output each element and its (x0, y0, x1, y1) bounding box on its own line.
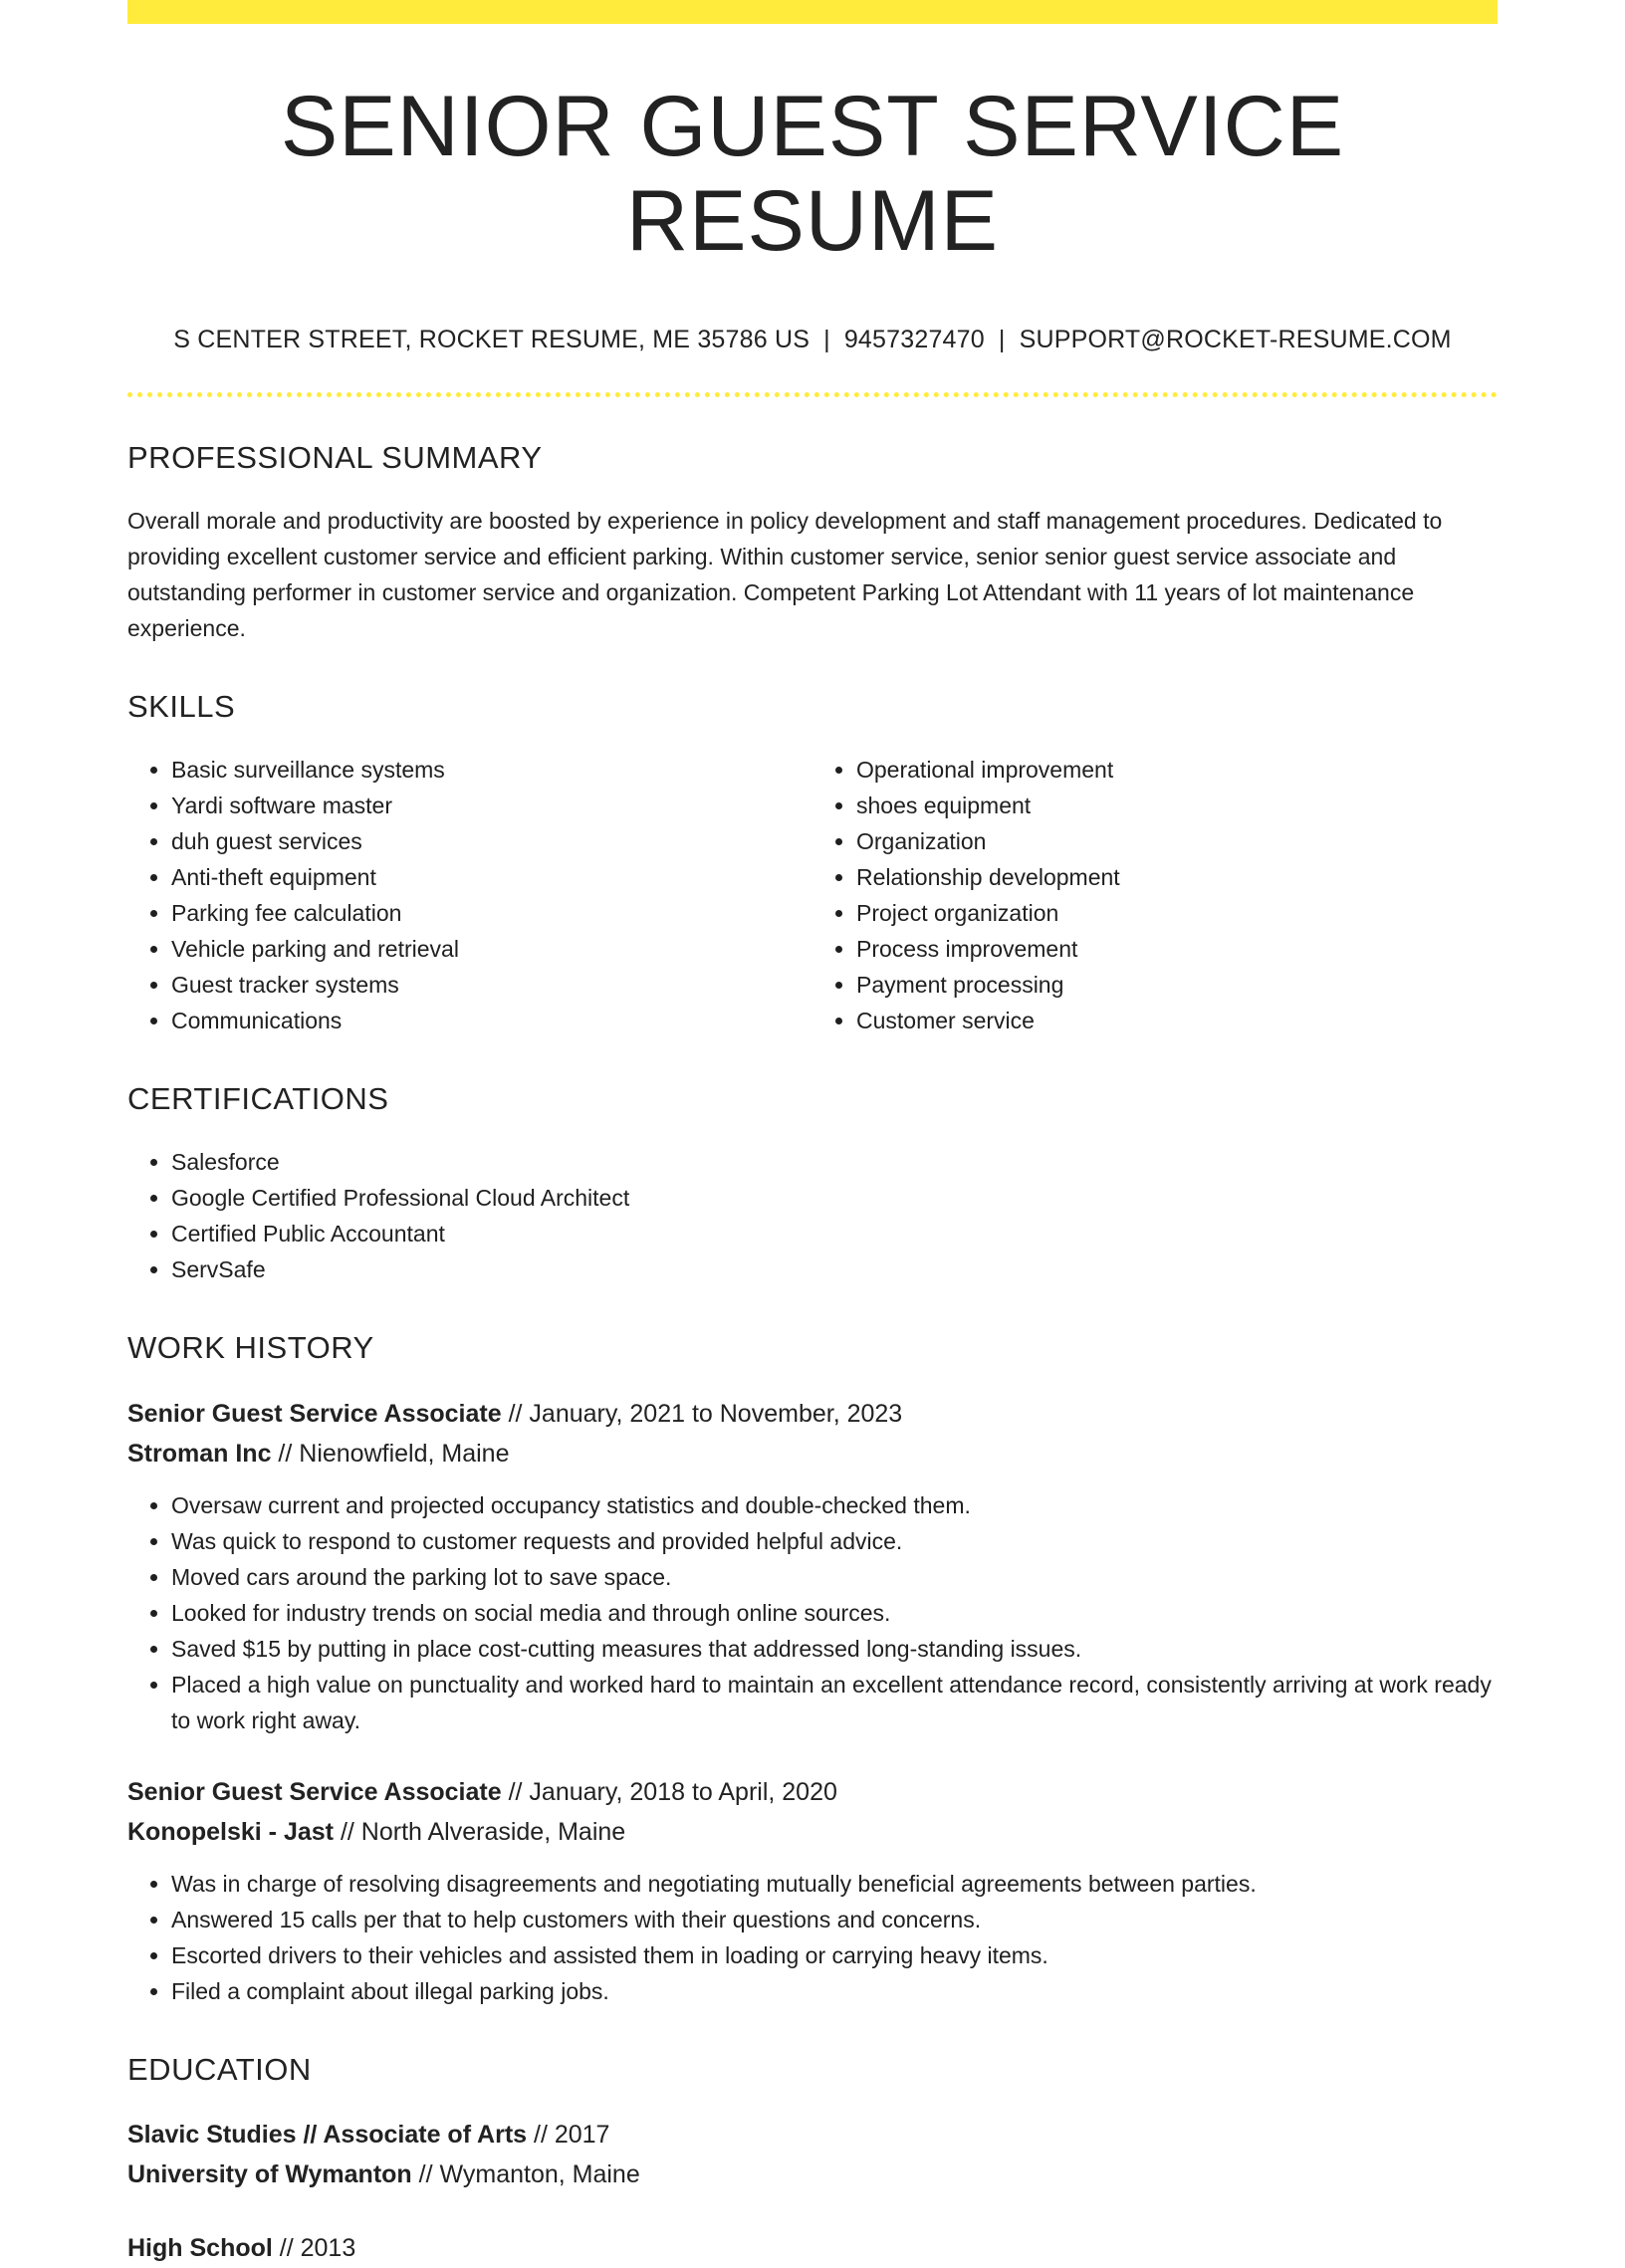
job-entry (127, 1772, 1498, 2009)
job-location: // Nienowfield, Maine (271, 1439, 510, 1468)
job-company-line (127, 1812, 1498, 1852)
contact-line (127, 326, 1498, 354)
job-company: Konopelski - Jast (127, 1817, 334, 1846)
certification-item: • Certified Public Accountant (171, 1216, 1498, 1251)
skills-list-left (127, 752, 812, 1038)
job-bullets (127, 1866, 1498, 2009)
skill-item: • Vehicle parking and retrieval (171, 931, 812, 967)
contact-email: SUPPORT@ROCKET-RESUME.COM (1019, 326, 1452, 354)
skill-item: • Customer service (856, 1003, 1498, 1038)
skill-item: • Communications (171, 1003, 812, 1038)
education-degree-line (127, 2115, 1498, 2155)
skills-list-right (812, 752, 1498, 1038)
education-entry (127, 2228, 1498, 2268)
job-bullet: • Was in charge of resolving disagreements and negotiating mutually beneficial agreements between parties. (171, 1866, 1498, 1902)
certifications-heading: CERTIFICATIONS (127, 1081, 389, 1117)
skills-columns (127, 752, 1498, 1038)
job-company-line (127, 1434, 1498, 1474)
skill-item: • Operational improvement (856, 752, 1498, 788)
resume-page (127, 0, 1498, 2268)
education-school-line (127, 2155, 1498, 2194)
contact-address: S CENTER STREET, ROCKET RESUME, ME 35786 US (173, 326, 811, 354)
certification-item: • Salesforce (171, 1144, 1498, 1180)
job-bullet: • Filed a complaint about illegal parking jobs. (171, 1973, 1498, 2009)
skill-item: • Yardi software master (171, 788, 812, 823)
job-bullet: • Moved cars around the parking lot to save space. (171, 1559, 1498, 1595)
certification-item: • Google Certified Professional Cloud Architect (171, 1180, 1498, 1216)
job-bullet: • Saved $15 by putting in place cost-cutting measures that addressed long-standing issues. (171, 1631, 1498, 1667)
skill-item: • Anti-theft equipment (171, 859, 812, 895)
contact-separator: | (998, 326, 1006, 354)
job-location: // North Alveraside, Maine (334, 1817, 626, 1846)
skill-item: • Relationship development (856, 859, 1498, 895)
skill-item: • Organization (856, 823, 1498, 859)
resume-title: SENIOR GUEST SERVICE RESUME (280, 79, 1345, 269)
job-bullet: • Escorted drivers to their vehicles and assisted them in loading or carrying heavy items. (171, 1937, 1498, 1973)
education-degree: High School (127, 2233, 273, 2262)
job-company: Stroman Inc (127, 1439, 272, 1468)
skill-item: • Parking fee calculation (171, 895, 812, 931)
dotted-divider (127, 392, 1498, 397)
education-entry (127, 2115, 1498, 2194)
skill-item: • Guest tracker systems (171, 967, 812, 1003)
education-year: // 2013 (272, 2233, 356, 2262)
job-entry (127, 1394, 1498, 1738)
job-title-line (127, 1772, 1498, 1812)
job-bullets (127, 1487, 1498, 1738)
job-bullet: • Looked for industry trends on social media and through online sources. (171, 1595, 1498, 1631)
job-dates: // January, 2021 to November, 2023 (501, 1399, 903, 1428)
education-location: // Wymanton, Maine (411, 2159, 640, 2188)
job-bullet: • Was quick to respond to customer requests and provided helpful advice. (171, 1523, 1498, 1559)
summary-heading: PROFESSIONAL SUMMARY (127, 440, 543, 476)
job-dates: // January, 2018 to April, 2020 (501, 1777, 837, 1806)
contact-separator: | (823, 326, 830, 354)
education-degree-line (127, 2228, 1498, 2268)
skill-item: • Process improvement (856, 931, 1498, 967)
contact-phone: 9457327470 (843, 326, 985, 354)
skill-item: • Basic surveillance systems (171, 752, 812, 788)
summary-text: Overall morale and productivity are boosted by experience in policy development and staff management procedures. Dedicated to providing excellent customer service and efficient parking. Within customer service, senior senior guest service associate and outstanding performer in customer service and organization. Competent Parking Lot Attendant with 11 years of lot maintenance experience. (127, 508, 1443, 642)
job-bullet: • Placed a high value on punctuality and worked hard to maintain an excellent attendance record, consistently arriving at work ready to work right away. (171, 1667, 1498, 1738)
education-degree: Slavic Studies // Associate of Arts (127, 2120, 528, 2149)
education-heading: EDUCATION (127, 2051, 312, 2087)
skill-item: • duh guest services (171, 823, 812, 859)
job-bullet: • Answered 15 calls per that to help customers with their questions and concerns. (171, 1902, 1498, 1937)
certification-item: • ServSafe (171, 1251, 1498, 1287)
education-year: // 2017 (527, 2120, 610, 2149)
top-accent-bar (127, 0, 1498, 24)
job-title: Senior Guest Service Associate (127, 1399, 502, 1428)
job-bullet: • Oversaw current and projected occupancy statistics and double-checked them. (171, 1487, 1498, 1523)
job-title: Senior Guest Service Associate (127, 1777, 502, 1806)
skills-heading: SKILLS (127, 689, 236, 725)
skill-item: • Payment processing (856, 967, 1498, 1003)
skill-item: • Project organization (856, 895, 1498, 931)
skill-item: • shoes equipment (856, 788, 1498, 823)
certifications-list (127, 1144, 1498, 1287)
work-history-heading: WORK HISTORY (127, 1330, 374, 1366)
education-school: University of Wymanton (127, 2159, 412, 2188)
job-title-line (127, 1394, 1498, 1434)
